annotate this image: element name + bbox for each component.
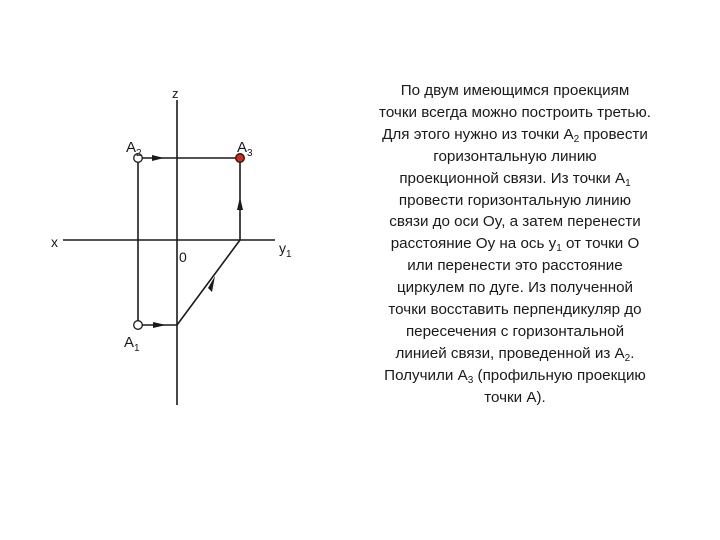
text-line [350, 190, 680, 212]
text-segment: . [630, 344, 635, 362]
text-segment: точки восставить перпендикуляр до [388, 301, 642, 319]
text-segment: циркулем по дуге. Из полученной [396, 279, 634, 297]
text-segment: связи до оси Оy, а затем перенести [389, 213, 641, 231]
text-line [350, 168, 680, 190]
arrow-a2-right [152, 155, 164, 161]
text-segment: горизонтальную линию [433, 147, 597, 165]
label-y1: $y_1$ [279, 240, 292, 260]
arrow-a1-right [153, 322, 166, 328]
text-subscript: 1 [556, 243, 562, 255]
text-line [350, 211, 680, 233]
label-x: x [51, 234, 58, 250]
text-segment: или перенести это расстояние [407, 257, 623, 275]
text-line [350, 343, 680, 365]
text-line [350, 365, 680, 387]
text-segment: точки всегда можно построить третью. [379, 103, 651, 121]
text-subscript: 2 [624, 352, 631, 364]
text-line [350, 80, 680, 102]
text-line [350, 255, 680, 277]
text-line [350, 146, 680, 168]
projection-diagram [0, 0, 340, 540]
text-segment: точки А). [484, 388, 546, 406]
text-segment: провести [579, 125, 648, 143]
text-line [350, 387, 680, 409]
text-segment: Для этого нужно из точки А [382, 125, 574, 143]
label-z: z [172, 86, 179, 101]
text-line [350, 299, 680, 321]
text-line [350, 233, 680, 255]
label-a3: $A_3$ [237, 139, 253, 159]
text-segment: пересечения с горизонтальной [405, 322, 625, 340]
arrow-perpendicular-up [237, 197, 243, 210]
text-subscript: 1 [625, 177, 631, 189]
text-segment: от точки О [561, 235, 640, 253]
text-segment: проекционной связи. Из точки А [399, 169, 626, 187]
point-a1 [134, 321, 143, 330]
text-subscript: 3 [467, 374, 474, 386]
text-segment: Получили А [384, 366, 468, 384]
text-segment: расстояние Оy на ось y [390, 235, 557, 253]
explanation-text [350, 80, 680, 409]
text-segment: провести горизонтальную линию [398, 191, 632, 209]
text-segment: По двум имеющимся проекциям [400, 82, 630, 99]
text-line [350, 124, 680, 146]
text-line [350, 321, 680, 343]
text-subscript: 2 [573, 133, 580, 145]
text-segment: (профильную проекцию [473, 366, 646, 384]
text-line [350, 102, 680, 124]
label-origin: 0 [179, 249, 187, 265]
label-a2: $A_2$ [126, 139, 142, 159]
text-segment: линией связи, проведенной из А [395, 344, 625, 362]
text-line [350, 277, 680, 299]
label-a1: $A_1$ [124, 334, 140, 354]
